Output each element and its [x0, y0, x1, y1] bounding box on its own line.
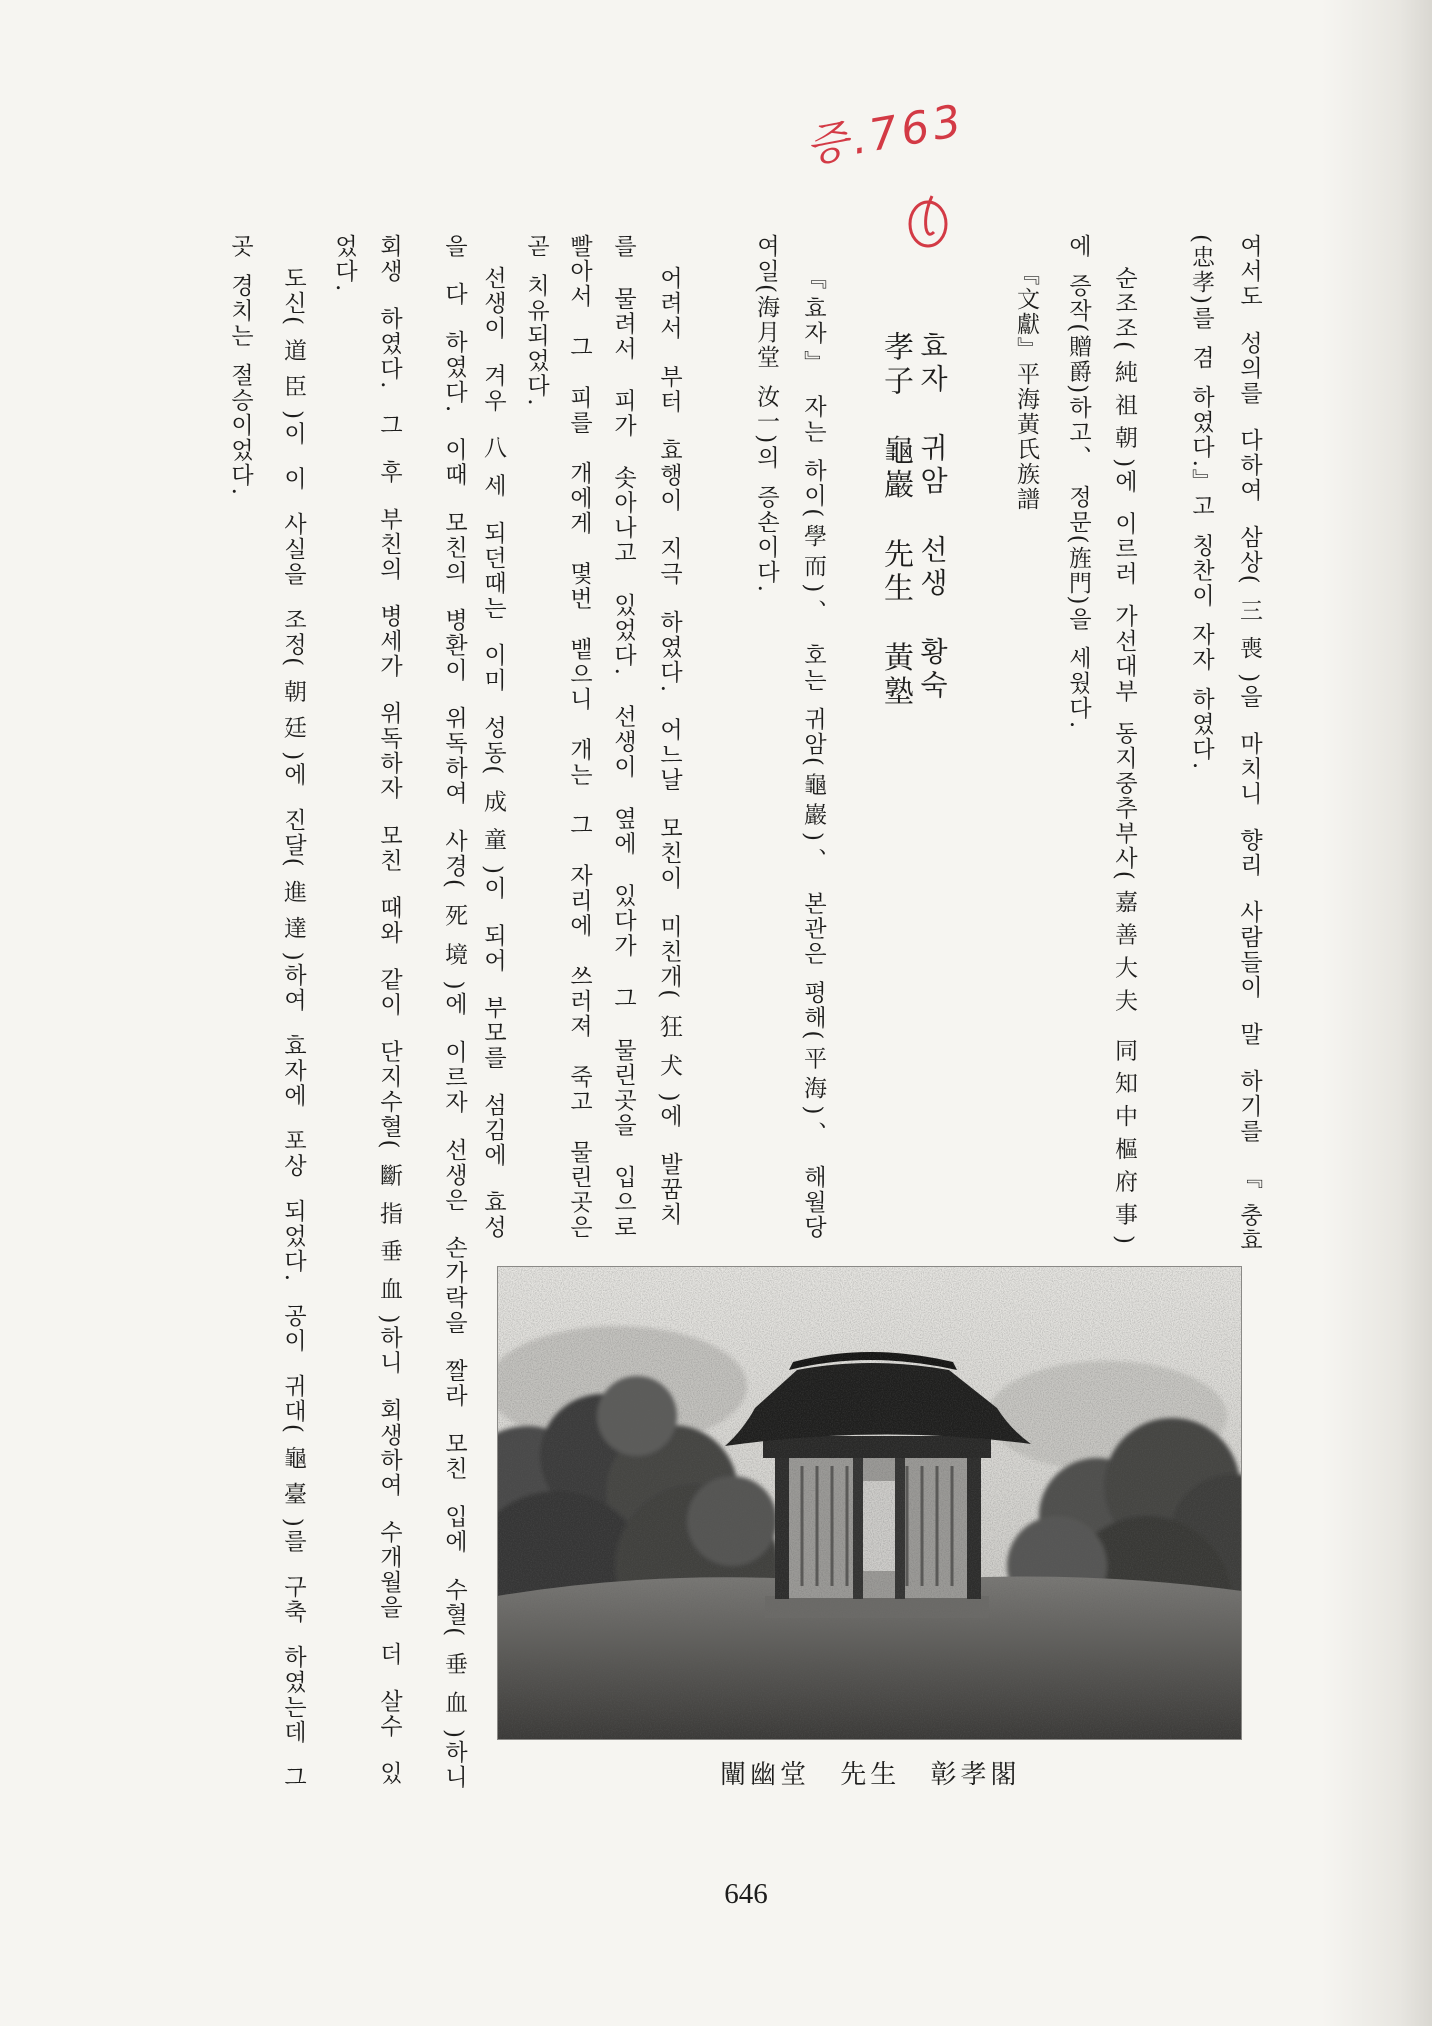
text-column: 도신(道臣)이 이 사실을 조정(朝廷)에 진달(進達)하여 효자에 포상 되었다. 공이 귀대(龜臺)를 구축 하였는데 그	[280, 266, 306, 1790]
text-column: 여서도 성의를 다하여 삼상(三喪)을 마치니 향리 사람들이 말 하기를 『충효	[1236, 234, 1262, 1253]
text-column: 회생 하였다. 그 후 부친의 병세가 위독하자 모친 때와 같이 단지수혈(斷指垂血)하니 회생하여 수개월을 더 살수 있	[376, 234, 402, 1786]
photo-caption: 闡幽堂 先生 彰孝閣	[720, 1760, 1021, 1790]
text-column: 을 다 하였다. 이때 모친의 병환이 위독하여 사경(死境)에 이르자 선생은 손가락을 짤라 모친 입에 수혈(垂血)하니	[441, 234, 467, 1790]
section-title-hangul: 효자 귀암 선생 황숙	[916, 331, 949, 703]
source-citation: 『文獻』平海黃氏族譜	[1013, 262, 1039, 512]
text-column: 빨아서 그 피를 개에게 몇번 뱉으니 개는 그 자리에 쓰러져 죽고 물린곳은	[566, 234, 592, 1240]
text-column: 곳 경치는 절승이었다.	[227, 234, 253, 497]
handwritten-circle-mark	[902, 188, 954, 252]
text-column: 를 물려서 피가 솟아나고 있었다. 선생이 옆에 있다가 그 물린곳을 입으로	[610, 234, 636, 1240]
text-column: 여일(海月堂 汝一)의 증손이다.	[753, 234, 779, 594]
pavilion-photo	[497, 1266, 1242, 1740]
text-column: 『효자』 자는 하이(學而)、 호는 귀암(龜巖)、 본관은 평해(平海)、 해월당	[800, 266, 826, 1240]
pavilion-photo-image	[497, 1266, 1242, 1740]
section-title-hanja: 孝子 龜巖 先生 黃塾	[878, 331, 913, 710]
text-column: 선생이 겨우 八세 되던때는 이미 성동(成童)이 되어 부모를 섬김에 효성	[480, 266, 506, 1240]
text-column: 에 증작(贈爵)하고、 정문(旌門)을 세웠다.	[1065, 234, 1091, 731]
page-number: 646	[724, 1878, 768, 1910]
text-column: (忠孝)를 겸 하였다.』고 칭찬이 자자 하였다.	[1188, 234, 1214, 772]
text-column: 곧 치유되었다.	[523, 234, 549, 408]
handwritten-annotation: 증.763	[801, 94, 969, 174]
text-column: 순조조(純祖朝)에 이르러 가선대부 동지중추부사(嘉善大夫 同知中樞府事)	[1111, 266, 1137, 1246]
text-column: 었다.	[331, 234, 357, 294]
text-column: 어려서 부터 효행이 지극 하였다. 어느날 모친이 미친개(狂犬)에 발꿈치	[656, 266, 682, 1227]
page-edge-shading	[1322, 0, 1432, 2026]
